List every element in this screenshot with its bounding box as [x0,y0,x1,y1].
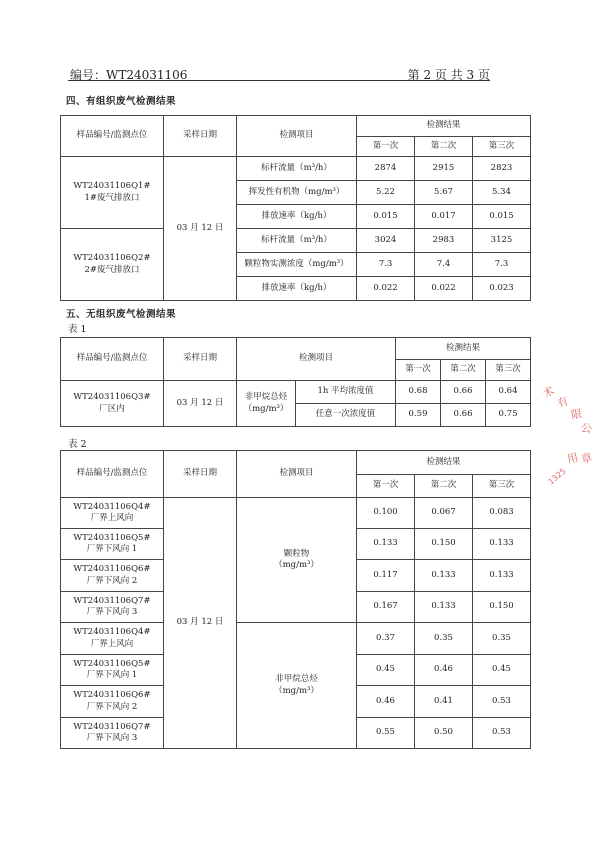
th-item: 检测项目 [237,451,357,498]
table-row: WT24031106Q5# 厂界下风向 1 0.45 0.46 0.45 [61,655,531,686]
table-row: WT24031106Q4# 厂界上风向 非甲烷总烃 （mg/m³） 0.37 0.35 0.35 [61,623,531,655]
date-cell: 03 月 12 日 [164,381,237,427]
th-r3: 第三次 [473,137,531,157]
organized-gas-table [60,115,531,301]
sample-cell: WT24031106Q4# 厂界上风向 [61,498,164,529]
sample-cell: WT24031106Q7# 厂界下风向 3 [61,718,164,749]
seal-char: 有 [555,394,571,411]
date-cell: 03 月 12 日 [164,157,237,301]
sample-cell: WT24031106Q6# 厂界下风向 2 [61,686,164,718]
seal-char: 术 [540,384,557,401]
sample-cell: WT24031106Q5# 厂界下风向 1 [61,655,164,686]
table-row: WT24031106Q1# 1#废气排放口 03 月 12 日 标杆流量（m³/h） 2874 2915 2823 [61,157,531,181]
th-item: 检测项目 [237,338,396,381]
table-row: 颗粒物实测浓度（mg/m³） 7.3 7.4 7.3 [61,253,531,277]
item-cell: 颗粒物 （mg/m³） [237,498,357,623]
item-cell: 标杆流量（m³/h） [237,157,357,181]
table-row: WT24031106Q6# 厂界下风向 2 0.46 0.41 0.53 [61,686,531,718]
sample-cell: WT24031106Q5# 厂界下风向 1 [61,529,164,560]
table-row: WT24031106Q4# 厂界上风向 03 月 12 日 颗粒物 （mg/m³） 0.100 0.067 0.083 [61,498,531,529]
sample-cell: WT24031106Q7# 厂界下风向 3 [61,592,164,623]
date-cell: 03 月 12 日 [164,498,237,749]
fugitive-gas-table2: 样品编号/监测点位 采样日期 检测项目 检测结果 第一次 第二次 第三次 WT24031106Q4# 厂界上风向 03 月 12 日 颗粒物 （mg/m³） 0.100 0.067 0.083 WT24031106Q5# 厂界下风向 1 0.133 0.150 0.133 WT24031106Q6# 厂界下风向 2 0.117 0.133 0.133 WT24031106Q7# 厂界下风向 3 0.167 0.133 0.150 WT24031106Q4# 厂界上风向 非甲烷总烃 （mg/m³） 0.37 0.35 0.35 WT24031106Q5# 厂界下风向 1 0.45 0.46 0.45 WT24031106Q6# 厂界下风向 2 0.46 0.41 0.53 WT24031106Q7# 厂界下风向 3 0.55 0.50 0.53 [60,450,531,749]
sample-cell: WT24031106Q6# 厂界下风向 2 [61,560,164,592]
page-info: 第 2 页 共 3 页 [407,68,490,82]
sample-cell: WT24031106Q1# 1#废气排放口 [61,157,164,229]
th-results: 检测结果 [396,338,531,360]
table-row: WT24031106Q6# 厂界下风向 2 0.117 0.133 0.133 [61,560,531,592]
th-results: 检测结果 [357,451,531,475]
section4-title: 四、有组织废气检测结果 [66,96,177,107]
item-cell: 标杆流量（m³/h） [237,229,357,253]
item-cell: 排放速率（kg/h） [237,205,357,229]
company-seal [537,380,601,500]
item-cell: 颗粒物实测浓度（mg/m³） [237,253,357,277]
th-date: 采样日期 [164,116,237,157]
table-row: WT24031106Q2# 2#废气排放口 标杆流量（m³/h） 3024 2983 3125 [61,229,531,253]
th-r2: 第二次 [415,137,473,157]
doc-number: 编号：WT24031106 [70,68,188,82]
th-r1: 第一次 [357,137,415,157]
seal-char: 限 [570,407,584,422]
sample-cell: WT24031106Q3# 厂区内 [61,381,164,427]
th-sample: 样品编号/监测点位 [61,338,164,381]
header-rule [68,80,490,81]
table-row: WT24031106Q7# 厂界下风向 3 0.167 0.133 0.150 [61,592,531,623]
seal-char: 用 [565,450,580,467]
seal-number: 1325 [546,466,568,487]
table-row: WT24031106Q7# 厂界下风向 3 0.55 0.50 0.53 [61,718,531,749]
th-item: 检测项目 [237,116,357,157]
th-results: 检测结果 [357,116,531,137]
item-cell: 挥发性有机物（mg/m³） [237,181,357,205]
th-date: 采样日期 [164,338,237,381]
item-cell: 排放速率（kg/h） [237,277,357,301]
table2-label: 表 2 [68,439,87,450]
th-date: 采样日期 [164,451,237,498]
seal-char: 公 [579,421,593,436]
fugitive-gas-table1: 样品编号/监测点位 采样日期 检测项目 检测结果 第一次 第二次 第三次 WT24031106Q3# 厂区内 03 月 12 日 非甲烷总烃 （mg/m³） 1h 平均浓度值 0.68 0.66 0.64 任意一次浓度值 0.59 0.66 0.75 [60,337,531,427]
item-cell: 非甲烷总烃 （mg/m³） [237,623,357,749]
section5-title: 五、无组织废气检测结果 [66,309,177,320]
table-row: 任意一次浓度值 0.59 0.66 0.75 [61,404,531,427]
table1-label: 表 1 [68,324,87,335]
sample-cell: WT24031106Q2# 2#废气排放口 [61,229,164,301]
th-sample: 样品编号/监测点位 [61,116,164,157]
table-row: 排放速率（kg/h） 0.015 0.017 0.015 [61,205,531,229]
table-row: 排放速率（kg/h） 0.022 0.022 0.023 [61,277,531,301]
seal-char: 章 [579,450,594,467]
table-row: 挥发性有机物（mg/m³） 5.22 5.67 5.34 [61,181,531,205]
th-sample: 样品编号/监测点位 [61,451,164,498]
sample-cell: WT24031106Q4# 厂界上风向 [61,623,164,655]
item-cell: 非甲烷总烃 （mg/m³） [237,381,296,427]
table-row: WT24031106Q5# 厂界下风向 1 0.133 0.150 0.133 [61,529,531,560]
table-row: WT24031106Q3# 厂区内 03 月 12 日 非甲烷总烃 （mg/m³） 1h 平均浓度值 0.68 0.66 0.64 [61,381,531,404]
